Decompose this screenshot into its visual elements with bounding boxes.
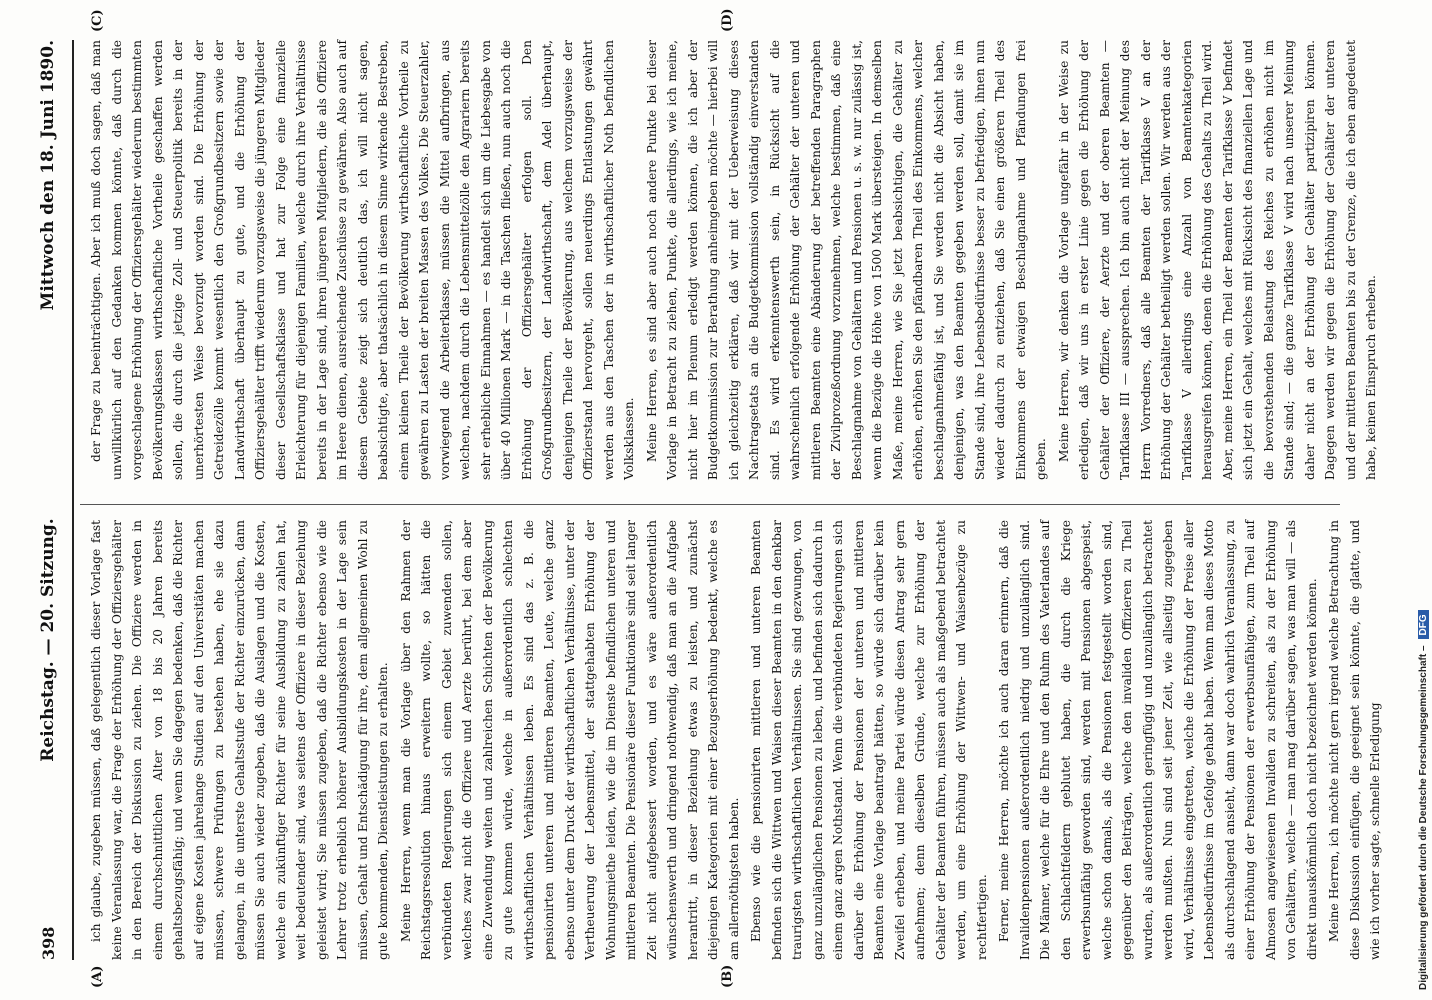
header-divider	[72, 40, 74, 960]
header-left-title: Reichstag. — 20. Sitzung.	[38, 518, 58, 762]
paragraph: Ebenso wie die pensionirten mittleren und unteren Beamten befinden sich die Wittwen und Waisen dieser Beamten in den denkbar traurigsten wirthschaftlichen Verhältnissen. Sie sind gezwungen, von ganz unzulänglichen Pensionen zu leben, und befinden sich dadurch in einem ganz argen Nothstand. Wenn die verbündeten Regierungen sich darüber die Erhöhung der Pensionen der unteren und mittleren Beamten eine Vorlage beantragt hätten, so würde sich darüber kein Zweifel erheben, und meine Partei würde diesen Antrag sehr gern aufnehmen; denn dieselben Gründe, welche zur Erhöhung der Gehälter der Beamten führen, müssen auch als maßgebend betrachtet werden, um eine Erhöhung der Wittwen- und Waisenbezüge zu rechtfertigen.	[749, 520, 989, 960]
page-header	[28, 40, 68, 960]
margin-marker-c: (C)	[90, 9, 105, 32]
margin-marker-d: (D)	[720, 8, 735, 32]
paragraph: Meine Herren, wir denken die Vorlage ungefähr in der Weise zu erledigen, daß wir uns in erster Linie gegen die Erhöhung der Gehälter der Offiziere, der Aerzte und der oberen Beamten — Tarifklasse III — aussprechen. Ich bin auch nicht der Meinung des Herrn Vorredners, daß alle Beamten der Tarifklasse V an der Erhöhung der Gehälter betheiligt werden sollen. Wir werden aus der Tarifklasse V allerdings eine Anzahl von Beamtenkategorien herausgreifen können, denen die Erhöhung des Gehalts zu Theil wird. Aber, meine Herren, ein Theil der Beamten der Tarifklasse V befindet sich jetzt ein Gehalt, welches mit Rücksicht des finanziellen Lage und die bevorstehenden Belastung des Reiches zu erhöhen nicht im Stande sind; — die ganze Tarifklasse V wird nach unserer Meinung daher nicht an der Erhöhung der Gehälter partizipiren können. Dagegen werden wir gegen die Erhöhung der Gehälter der unteren und der mittleren Beamten bis zu der Grenze, die ich eben angedeutet habe, keinen Einspruch erheben.	[1056, 40, 1378, 480]
dfg-logo: DFG	[1418, 610, 1429, 639]
paragraph: ich glaube, zugeben müssen, daß gelegentlich dieser Vorlage fast keine Veranlassung war, die Frage der Erhöhung der Offiziersgehälter in den Bereich der Diskussion zu ziehen. Die Offiziere werden in einem durchschnittlichen Alter von 18 bis 20 Jahren bereits gehaltsbezugsfähig; und wenn Sie dagegen bedenken, daß die Richter auf eigene Kosten jahrelange Studien auf den Universitäten machen müssen, schwere Prüfungen zu bestehen haben, ehe sie dazu gelangen, in die unterste Gehaltsstufe der Richter einzurücken, dann müssen Sie auch wieder zugeben, daß die Auslagen und die Kosten, welche ein zukünftiger Richter für seine Ausbildung zu zahlen hat, weit bedeutender sind, was seitens der Offiziere in dieser Beziehung geleistet wird; Sie müssen zugeben, daß die Richter ebenso wie die Lehrer trotz erheblich höherer Ausbildungskosten in der Lage sein müssen, Gehalt und Entschädigung für ihre, dem allgemeinen Wohl zu gute kommenden, Dienstleistungen zu erhalten.	[89, 520, 390, 960]
right-column	[86, 40, 1384, 480]
column-divider	[80, 504, 1340, 505]
paragraph: Ferner, meine Herren, möchte ich auch daran erinnern, daß die Invalidenpensionen außerordentlich niedrig und unzulänglich sind. Die Männer, welche für die Ehre und den Ruhm des Vaterlandes auf den Schlachtfeldern geblutet haben, die durch die Kriege erwerbsunfähig geworden sind, werden mit Pensionen abgespeist, welche schon damals, als die Pensionen festgestellt worden sind, gegenüber den Beiträgen, welche den invaliden Offizieren zu Theil wurden, als außerordentlich geringfügig und unzulänglich betrachtet werden mußten. Nun sind seit jener Zeit, wie allseitig zugegeben wird, Verhältnisse eingetreten, welche die Erhöhung der Preise aller Lebensbedürfnisse im Gefolge gehabt haben. Wenn man dieses Motto als durchschlagend ansieht, dann war doch wahrlich Veranlassung, zu einer Erhöhung der Pensionen der erwerbsunfähigen, zum Theil auf Almosen angewiesenen Invaliden zu schreiten, als zu der Erhöhung von Gehältern, welche — man mag darüber sagen, was man will — als direkt unausköm̃mlich doch nicht bezeichnet werden können.	[997, 520, 1319, 960]
paragraph: Meine Herren, ich möchte nicht gern irgend welche Betrachtung in diese Diskussion einfügen, die geeignet sein könnte, die glatte, und wie ich vorher sagte, schnelle Erledigung	[1327, 520, 1382, 960]
paragraph: Meine Herren, es sind aber auch noch andere Punkte bei dieser Vorlage in Betracht zu ziehen, Punkte, die allerdings, wie ich meine, nicht hier im Plenum erledigt werden können, die ich aber der Budgetkommission zur Berathung anheimgeben möchte — hierbei will ich gleichzeitig erklären, daß wir mit der Ueberweisung dieses Nachtragsetats an die Budgetkommission vollständig einverstanden sind. Es wird erkenntenswerth sein, in Rücksicht auf die wahrscheinlich erfolgende Erhöhung der Gehälter der unteren und mittleren Beamten eine Abänderung der betreffenden Paragraphen der Zivilprozeßordnung vorzunehmen, welche bestimmen, daß eine Beschlagnahme von Gehältern und Pensionen u. s. w. nur zulässig ist, wenn die Bezüge die Höhe von 1500 Mark übersteigen. In demselben Maße, meine Herren, wie Sie jetzt beabsichtigen, die Gehälter zu erhöhen, erhöhen Sie den pfändbaren Theil des Einkommens, welcher beschlagnahmefähig ist, und Sie werden nicht die Absicht haben, denjenigen, was den Beamten gegeben werden soll, damit sie im Stande sind, ihre Lebensbedürfnisse besser zu befriedigen, ihnen nun wieder dadurch zu entziehen, daß Sie einen größeren Theil des Einkommens der etwaigen Beschlagnahme und Pfändungen frei geben.	[644, 40, 1048, 480]
margin-marker-a: (A)	[90, 965, 105, 988]
digitization-credit	[1418, 610, 1429, 990]
left-column	[86, 520, 1388, 960]
paragraph: Meine Herren, wenn man die Vorlage über den Rahmen der Reichstagsresolution hinaus erweitern wollte, so hätten die verbündeten Regierungen sich einem Gebiet zuwenden sollen, welches zwar nicht die Offiziere und Aerzte berührt, bei dem aber eine Zuwendung weiten und zahlreichen Schichten der Bevölkerung zu gute kommen würde, welche in außerordentlich schlechten wirthschaftlichen Verhältnissen leben. Es sind das z. B. die pensionirten unteren und mittleren Beamten, Leute, welche ganz ebenso unter dem Druck der wirthschaftlichen Verhältnisse, unter der Vertheuerung der Lebensmittel, der stattgehabten Erhöhung der Wohnungsmiethe leiden, wie die im Dienste befindlichen unteren und mittleren Beamten. Die Pensionäre dieser Funktionäre sind seit langer Zeit nicht aufgebessert worden, und es wäre außerordentlich wünschenswerth und dringend nothwendig, daß man an die Aufgabe herantritt, in dieser Beziehung etwas zu leisten, und zunächst diejenigen Kategorien mit einer Bezugserhöhung bedenkt, welche es am allernöthigsten haben.	[398, 520, 741, 960]
credit-text: Digitalisierung gefördert durch die Deutsche Forschungsgemeinschaft –	[1418, 645, 1429, 990]
page-number: 398	[38, 926, 58, 960]
paragraph: der Frage zu beeinträchtigen. Aber ich muß doch sagen, daß man unwillkürlich auf den Gedanken kommen könnte, daß durch die vorgeschlagene Erhöhung der Offiziersgehälter wiederum bestimmten Bevölkerungsklassen wirthschaftliche Vortheile geschaffen werden sollen, die durch die jetzige Zoll- und Steuerpolitik bereits in der unerhörtesten Weise bevorzugt worden sind. Die Erhöhung der Getreidezölle kommt wesentlich den Großgrundbesitzern sowie der Landwirthschaft überhaupt zu gute, und die Erhöhung der Offiziersgehälter trifft wiederum vorzugsweise die jüngeren Mitglieder dieser Gesellschaftsklasse und hat zur Folge eine finanzielle Erleichterung für diejenigen Familien, welche durch ihre Verhältnisse bereits in der Lage sind, ihren jüngeren Mitgliedern, die als Offiziere im Heere dienen, ausreichende Zuschüsse zu gewähren. Also auch auf diesem Gebiete zeigt sich deutlich das, ich will nicht sagen, beabsichtigte, aber thatsächlich in diesem Sinne wirkende Bestreben, einem kleinen Theile der Bevölkerung wirthschaftliche Vortheile zu gewähren zu Lasten der breiten Massen des Volkes. Die Steuerzahler, vorwiegend die Arbeiterklasse, müssen die Mittel aufbringen, aus welchen, nachdem durch die Lebensmittelzölle den Agrariern bereits sehr erhebliche Einnahmen — es handelt sich um die Liebesgabe von über 40 Millionen Mark — in die Taschen fließen, nun auch noch die Erhöhung der Offiziersgehälter erfolgen soll. Den Großgrundbesitzern, der Landwirthschaft, dem Adel überhaupt, denjenigen Theile der Bevölkerung, aus welchem vorzugsweise der Offizierstand hervorgeht, sollen neuerdings Entlastungen gewährt werden aus den Taschen der in wirthschaftlicher Noth befindlichen Volksklassen.	[89, 40, 636, 480]
header-right-title: Mittwoch den 18. Juni 1890.	[38, 40, 58, 311]
margin-marker-b: (B)	[720, 964, 735, 988]
